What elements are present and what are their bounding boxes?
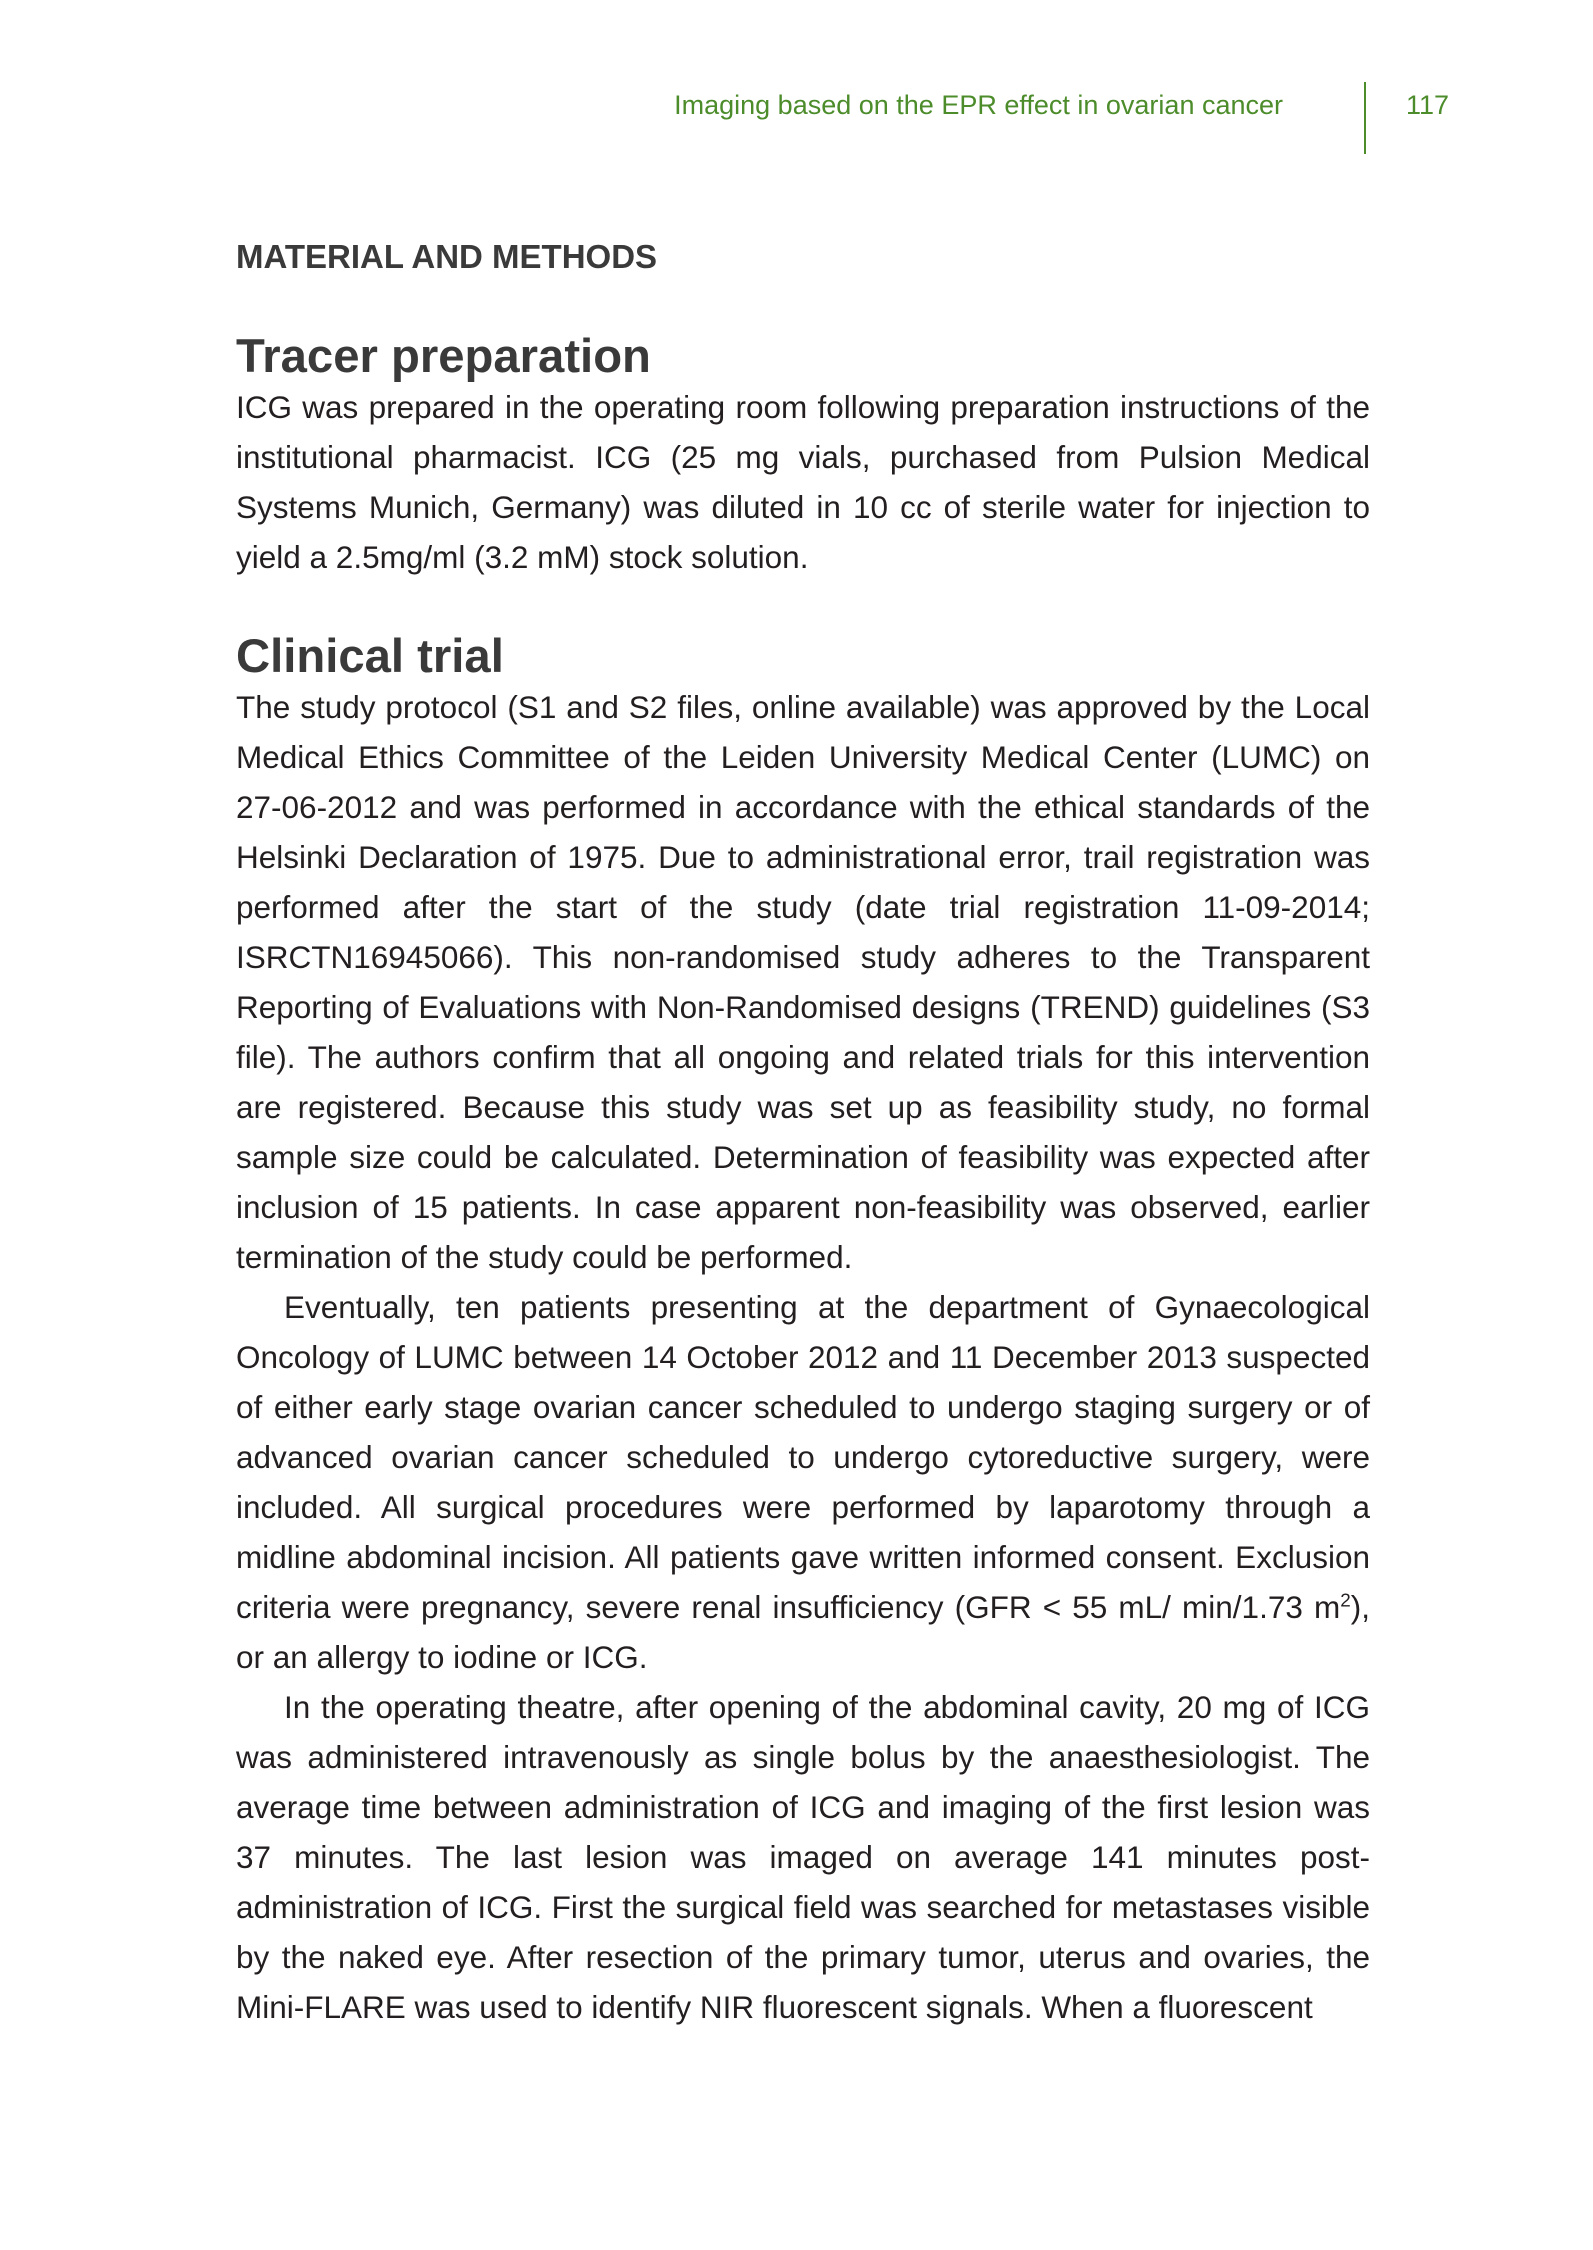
page-body	[236, 232, 1370, 2032]
paragraph-tracer-preparation: ICG was prepared in the operating room following preparation instructions of the institutional pharmacist. ICG (25 mg vials, purchased from Pulsion Medical Systems Munich, Germany) was diluted in 10 cc of sterile water for injection to yield a 2.5mg/ml (3.2 mM) stock solution.	[236, 389, 1370, 575]
subheading-clinical-trial: Clinical trial	[236, 630, 504, 683]
page-number: 117	[1406, 90, 1450, 120]
subheading-tracer-preparation: Tracer preparation	[236, 330, 651, 383]
paragraph-text: ), or an allergy to iodine or ICG.	[236, 1589, 1370, 1675]
header-divider	[1364, 82, 1366, 154]
section-heading: MATERIAL AND METHODS	[236, 238, 658, 275]
superscript: 2	[1340, 1590, 1351, 1612]
spacer	[236, 282, 1370, 332]
paragraph-clinical-trial-2	[236, 1282, 1370, 1682]
running-head-title: Imaging based on the EPR effect in ovarian cancer	[674, 90, 1283, 120]
paragraph-text: Eventually, ten patients presenting at the department of Gynaecological Oncology of LUMC between 14 October 2012 and 11 December 2013 suspected of either early stage ovarian cancer scheduled to undergo staging surgery or of advanced ovarian cancer scheduled to undergo cytoreductive surgery, were included. All surgical procedures were performed by laparotomy through a midline abdominal incision. All patients gave written informed consent. Exclusion criteria were pregnancy, severe renal insufficiency (GFR < 55 mL/ min/1.73 m	[236, 1289, 1370, 1625]
spacer	[236, 582, 1370, 632]
paragraph-clinical-trial-3: In the operating theatre, after opening of the abdominal cavity, 20 mg of ICG was administered intravenously as single bolus by the anaesthesiologist. The average time between administration of ICG and imaging of the first lesion was 37 minutes. The last lesion was imaged on average 141 minutes post-administration of ICG. First the surgical field was searched for metastases visible by the naked eye. After resection of the primary tumor, uterus and ovaries, the Mini-FLARE was used to identify NIR fluorescent signals. When a fluorescent	[236, 1689, 1370, 2025]
paragraph-clinical-trial-1: The study protocol (S1 and S2 files, online available) was approved by the Local Medical Ethics Committee of the Leiden University Medical Center (LUMC) on 27-06-2012 and was performed in accordance with the ethical standards of the Helsinki Declaration of 1975. Due to administrational error, trail registration was performed after the start of the study (date trial registration 11-09-2014; ISRCTN16945066). This non-randomised study adheres to the Transparent Reporting of Evaluations with Non-Randomised designs (TREND) guidelines (S3 file). The authors confirm that all ongoing and related trials for this intervention are registered. Because this study was set up as feasibility study, no formal sample size could be calculated. Determination of feasibility was expected after inclusion of 15 patients. In case apparent non-feasibility was observed, earlier termination of the study could be performed.	[236, 689, 1370, 1275]
